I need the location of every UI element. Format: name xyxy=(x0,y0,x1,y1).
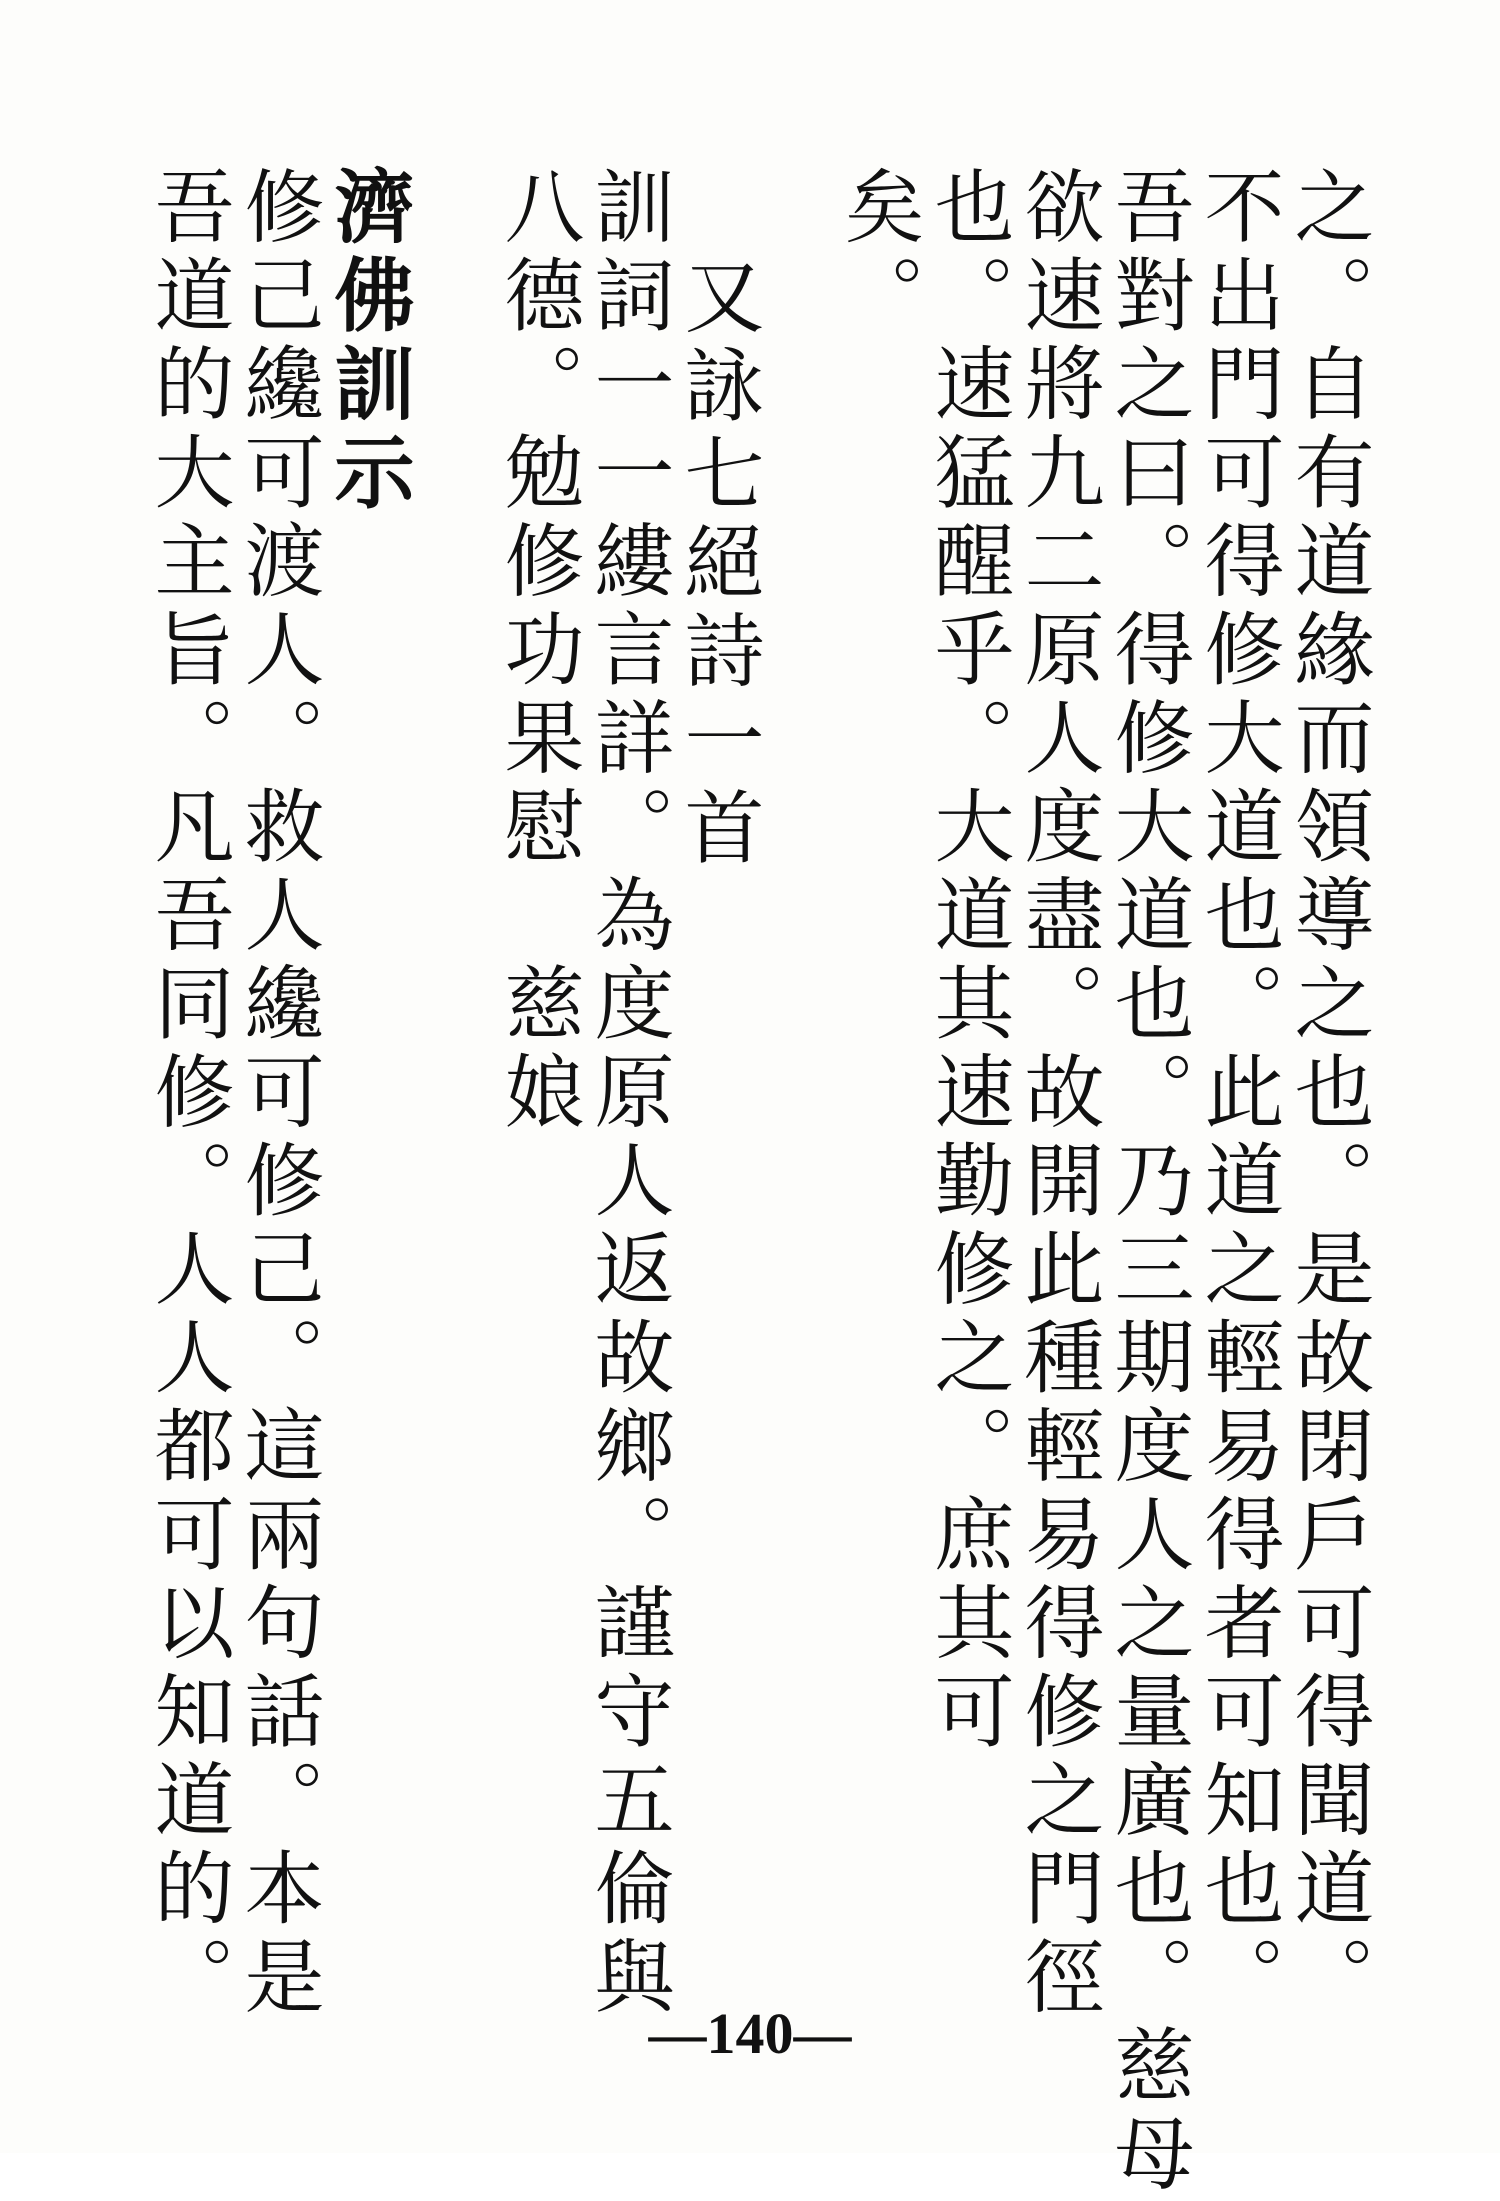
text-column-3: 吾對之曰。得修大道也。乃三期度人之量廣也。慈母 xyxy=(1101,165,1194,2201)
text-column-11: 修己纔可渡人。救人纔可修己。這兩句話。本是 xyxy=(231,165,324,2024)
text-column-1: 之。自有道緣而領導之也。是故閉戶可得聞道。 xyxy=(1281,165,1374,2024)
text-column-2: 不出門可得修大道也。此道之輕易得者可知也。 xyxy=(1191,165,1284,2024)
poem-line-2: 八德。勉修功果慰 慈娘 xyxy=(491,165,584,1139)
text-column-12: 吾道的大主旨。凡吾同修。人人都可以知道的。 xyxy=(141,165,234,2024)
text-column-4: 欲速將九二原人度盡。故開此種輕易得修之門徑 xyxy=(1011,165,1104,2024)
poem-heading: 又詠七絕詩一首 xyxy=(671,255,764,875)
poem-line-1: 訓詞一一縷言詳。為度原人返故鄉。謹守五倫與 xyxy=(581,165,674,2024)
page-number: —140— xyxy=(648,2001,852,2066)
text-column-5: 也。速猛醒乎。大道其速勤修之。庶其可 xyxy=(921,165,1014,1758)
section-heading: 濟佛訓示 xyxy=(321,165,414,519)
text-column-6: 矣。 xyxy=(831,165,924,342)
